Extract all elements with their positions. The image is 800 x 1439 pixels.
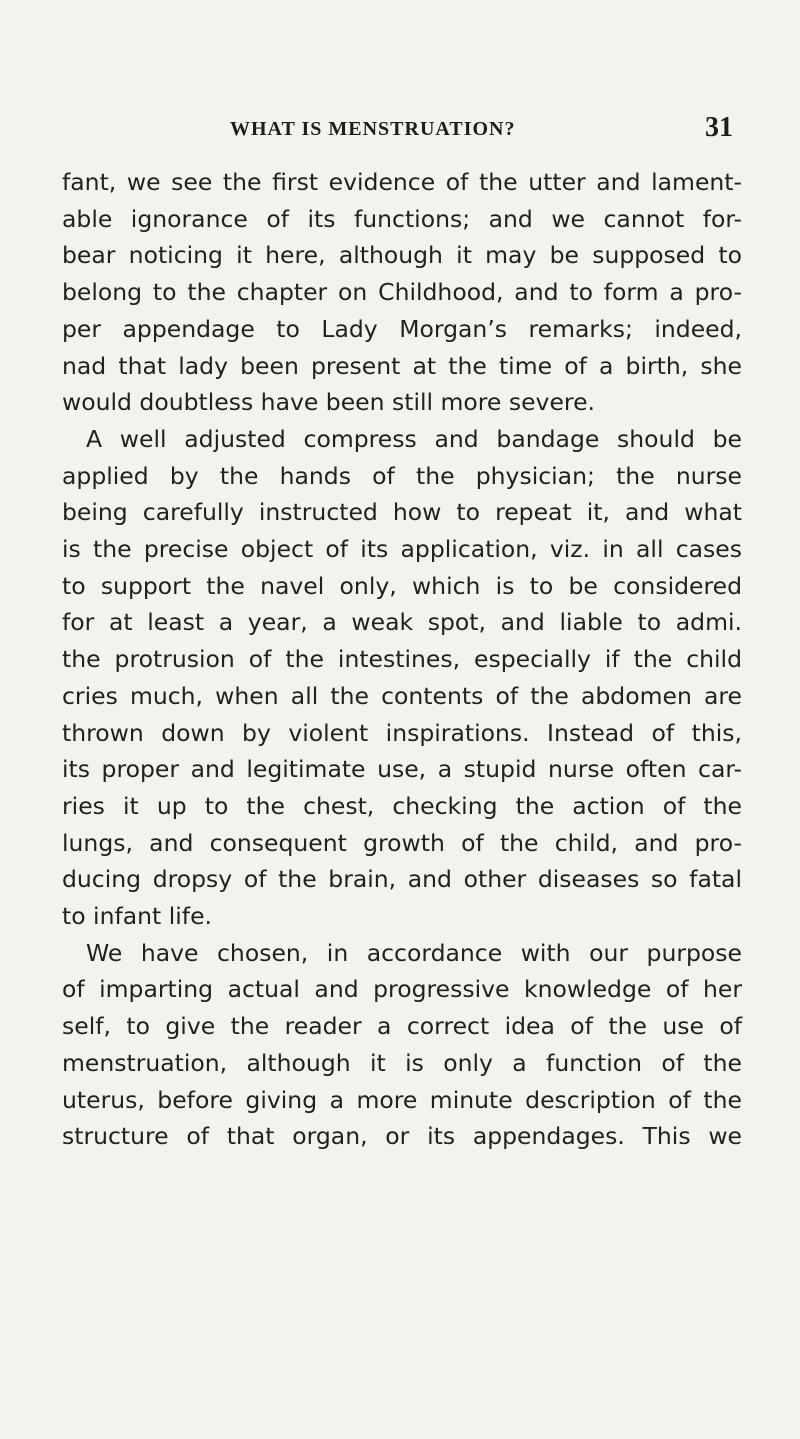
text-line: of imparting actual and progressive knowledge of her	[62, 975, 742, 1004]
text-line: fant, we see the first evidence of the utter and lament-	[62, 168, 742, 196]
body-text	[62, 164, 742, 1155]
text-line: uterus, before giving a more minute description of the	[62, 1085, 742, 1114]
text-line: belong to the chapter on Childhood, and to form a pro-	[62, 278, 742, 307]
running-head: WHAT IS MENSTRUATION?	[230, 118, 516, 140]
text-line: for at least a year, a weak spot, and liable to admi.	[62, 608, 742, 637]
text-line: self, to give the reader a correct idea of the use of	[62, 1012, 742, 1041]
text-line: ries it up to the chest, checking the action of the	[62, 791, 742, 820]
paragraph-start-line: We have chosen, in accordance with our purpose	[86, 938, 742, 967]
text-line: its proper and legitimate use, a stupid nurse often car-	[62, 755, 742, 784]
text-line: thrown down by violent inspirations. Instead of this,	[62, 718, 742, 747]
text-line: lungs, and consequent growth of the child, and pro-	[62, 828, 742, 857]
text-line: is the precise object of its application, viz. in all cases	[62, 535, 742, 564]
text-line: applied by the hands of the physician; the nurse	[62, 461, 742, 490]
paragraph-end-line: would doubtless have been still more severe.	[62, 388, 595, 417]
text-line: bear noticing it here, although it may be supposed to	[62, 241, 742, 270]
text-line: the protrusion of the intestines, especially if the child	[62, 645, 742, 674]
text-line: cries much, when all the contents of the abdomen are	[62, 681, 742, 710]
text-line: being carefully instructed how to repeat it, and what	[62, 498, 742, 527]
text-line: nad that lady been present at the time of a birth, she	[62, 351, 742, 380]
text-line: to support the navel only, which is to be considered	[62, 571, 742, 600]
page-number: 31	[705, 112, 733, 143]
text-line: ducing dropsy of the brain, and other diseases so fatal	[62, 865, 742, 894]
text-line: able ignorance of its functions; and we cannot for-	[62, 204, 742, 233]
text-line: structure of that organ, or its appendages. This we	[62, 1122, 742, 1151]
text-line: menstruation, although it is only a function of the	[62, 1048, 742, 1077]
paragraph-end-line: to infant life.	[62, 902, 212, 931]
text-line: per appendage to Lady Morgan’s remarks; indeed,	[62, 314, 742, 343]
paragraph-start-line: A well adjusted compress and bandage should be	[86, 424, 742, 453]
